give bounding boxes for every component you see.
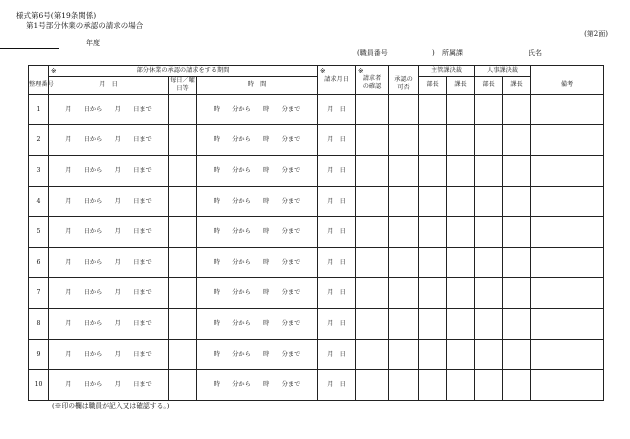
time-range-field[interactable]: 時 分から 時 分まで — [197, 155, 318, 186]
request-date-field[interactable]: 月 日 — [318, 278, 356, 309]
dept-bucho-field[interactable] — [419, 186, 447, 217]
date-range-field[interactable]: 月 日から 月 日まで — [49, 217, 169, 248]
dept-bucho-header: 部長 — [419, 77, 447, 95]
hr-kacho-header: 課長 — [503, 77, 531, 95]
requester-confirm-field[interactable] — [356, 155, 389, 186]
approval-field[interactable] — [389, 278, 419, 309]
dept-kacho-field[interactable] — [447, 125, 475, 156]
hr-kacho-field[interactable] — [503, 247, 531, 278]
dept-kacho-field[interactable] — [447, 370, 475, 401]
weekday-field[interactable] — [169, 217, 197, 248]
hr-kacho-field[interactable] — [503, 94, 531, 125]
dept-kacho-field[interactable] — [447, 309, 475, 340]
row-number: 8 — [29, 309, 49, 340]
table-row — [29, 94, 604, 125]
year-input-line[interactable] — [0, 48, 59, 49]
date-range-field[interactable]: 月 日から 月 日まで — [49, 125, 169, 156]
hr-bucho-field[interactable] — [475, 155, 503, 186]
dept-kacho-field[interactable] — [447, 278, 475, 309]
row-number: 1 — [29, 94, 49, 125]
weekday-field[interactable] — [169, 370, 197, 401]
time-range-field[interactable]: 時 分から 時 分まで — [197, 247, 318, 278]
date-range-field[interactable]: 月 日から 月 日まで — [49, 186, 169, 217]
remarks-field[interactable] — [531, 309, 604, 340]
remarks-field[interactable] — [531, 370, 604, 401]
hr-kacho-field[interactable] — [503, 217, 531, 248]
requester-confirm-field[interactable] — [356, 339, 389, 370]
seq-header: 整理番号 — [29, 66, 49, 95]
request-date-field[interactable]: 月 日 — [318, 94, 356, 125]
approval-header: 承認の可否 — [389, 66, 419, 95]
weekday-field[interactable] — [169, 339, 197, 370]
table-row — [29, 125, 604, 156]
hr-bucho-field[interactable] — [475, 339, 503, 370]
dept-bucho-field[interactable] — [419, 247, 447, 278]
approval-field[interactable] — [389, 370, 419, 401]
date-range-field[interactable]: 月 日から 月 日まで — [49, 309, 169, 340]
dept-kacho-field[interactable] — [447, 217, 475, 248]
approval-field[interactable] — [389, 155, 419, 186]
dept-kacho-header: 課長 — [447, 77, 475, 95]
weekday-field[interactable] — [169, 125, 197, 156]
requester-confirm-field[interactable] — [356, 247, 389, 278]
dept-bucho-field[interactable] — [419, 370, 447, 401]
row-number: 10 — [29, 370, 49, 401]
row-number: 3 — [29, 155, 49, 186]
requester-confirm-field[interactable] — [356, 217, 389, 248]
request-date-header: ※ 請求月日 — [318, 66, 356, 95]
dept-bucho-field[interactable] — [419, 94, 447, 125]
remarks-field[interactable] — [531, 217, 604, 248]
dept-bucho-field[interactable] — [419, 339, 447, 370]
requester-confirm-field[interactable] — [356, 309, 389, 340]
remarks-field[interactable] — [531, 155, 604, 186]
hr-bucho-field[interactable] — [475, 94, 503, 125]
weekday-field[interactable] — [169, 186, 197, 217]
table-row — [29, 370, 604, 401]
approval-field[interactable] — [389, 309, 419, 340]
remarks-field[interactable] — [531, 247, 604, 278]
request-table — [28, 65, 604, 401]
dept-kacho-field[interactable] — [447, 247, 475, 278]
request-date-field[interactable]: 月 日 — [318, 186, 356, 217]
approval-field[interactable] — [389, 186, 419, 217]
date-range-field[interactable]: 月 日から 月 日まで — [49, 339, 169, 370]
hr-bucho-field[interactable] — [475, 278, 503, 309]
request-date-field[interactable]: 月 日 — [318, 125, 356, 156]
remarks-field[interactable] — [531, 278, 604, 309]
hr-bucho-field[interactable] — [475, 186, 503, 217]
table-row — [29, 186, 604, 217]
row-number: 5 — [29, 217, 49, 248]
approval-field[interactable] — [389, 125, 419, 156]
hr-kacho-field[interactable] — [503, 278, 531, 309]
hr-kacho-field[interactable] — [503, 186, 531, 217]
remarks-field[interactable] — [531, 339, 604, 370]
hr-bucho-field[interactable] — [475, 247, 503, 278]
department-label: 所属課 — [442, 49, 463, 57]
row-number: 7 — [29, 278, 49, 309]
request-date-field[interactable]: 月 日 — [318, 217, 356, 248]
page-number: (第2面) — [584, 30, 608, 38]
time-range-field[interactable]: 時 分から 時 分まで — [197, 186, 318, 217]
approval-field[interactable] — [389, 217, 419, 248]
hr-bucho-field[interactable] — [475, 309, 503, 340]
hr-approval-group: 人事課決裁 — [475, 66, 531, 77]
request-date-field[interactable]: 月 日 — [318, 339, 356, 370]
weekday-field[interactable] — [169, 309, 197, 340]
requester-confirm-field[interactable] — [356, 278, 389, 309]
row-number: 6 — [29, 247, 49, 278]
weekday-field[interactable] — [169, 278, 197, 309]
requester-confirm-field[interactable] — [356, 94, 389, 125]
remarks-header: 備考 — [531, 66, 604, 95]
remarks-field[interactable] — [531, 94, 604, 125]
time-range-field[interactable]: 時 分から 時 分まで — [197, 309, 318, 340]
hr-bucho-field[interactable] — [475, 370, 503, 401]
date-range-field[interactable]: 月 日から 月 日まで — [49, 94, 169, 125]
year-label: 年度 — [86, 39, 100, 47]
dept-kacho-field[interactable] — [447, 339, 475, 370]
hr-bucho-field[interactable] — [475, 217, 503, 248]
footer-note: (※印の欄は職員が記入又は確認する。) — [52, 402, 170, 410]
time-range-field[interactable]: 時 分から 時 分まで — [197, 339, 318, 370]
table-row — [29, 155, 604, 186]
name-label: 氏名 — [528, 49, 542, 57]
dept-kacho-field[interactable] — [447, 94, 475, 125]
table-row — [29, 247, 604, 278]
dept-kacho-field[interactable] — [447, 186, 475, 217]
date-range-field[interactable]: 月 日から 月 日まで — [49, 370, 169, 401]
hr-bucho-field[interactable] — [475, 125, 503, 156]
dept-kacho-field[interactable] — [447, 155, 475, 186]
requester-confirm-field[interactable] — [356, 186, 389, 217]
month-day-header: 月 日 — [49, 77, 169, 95]
weekday-field[interactable] — [169, 155, 197, 186]
form-number: 様式第6号(第19条関係) — [16, 11, 97, 20]
request-date-field[interactable]: 月 日 — [318, 309, 356, 340]
row-number: 9 — [29, 339, 49, 370]
hr-kacho-field[interactable] — [503, 339, 531, 370]
staff-number-close: ) — [432, 49, 435, 57]
requester-confirm-field[interactable] — [356, 370, 389, 401]
time-range-field[interactable]: 時 分から 時 分まで — [197, 125, 318, 156]
staff-number-label: (職員番号 — [357, 49, 388, 57]
weekday-field[interactable] — [169, 94, 197, 125]
table-row — [29, 217, 604, 248]
weekday-header: 毎日／曜日等 — [170, 77, 195, 93]
approval-field[interactable] — [389, 339, 419, 370]
hr-kacho-field[interactable] — [503, 370, 531, 401]
mark-glyph: ※ — [51, 67, 57, 75]
request-date-field[interactable]: 月 日 — [318, 247, 356, 278]
dept-bucho-field[interactable] — [419, 309, 447, 340]
time-range-field[interactable]: 時 分から 時 分まで — [197, 370, 318, 401]
dept-bucho-field[interactable] — [419, 217, 447, 248]
row-number: 4 — [29, 186, 49, 217]
hr-kacho-field[interactable] — [503, 155, 531, 186]
dept-bucho-field[interactable] — [419, 125, 447, 156]
request-date-field[interactable]: 月 日 — [318, 155, 356, 186]
row-number: 2 — [29, 125, 49, 156]
date-range-field[interactable]: 月 日から 月 日まで — [49, 155, 169, 186]
time-range-field[interactable]: 時 分から 時 分まで — [197, 94, 318, 125]
period-group-header: ※ 部分休業の承認の請求をする期間 — [49, 66, 318, 77]
remarks-field[interactable] — [531, 186, 604, 217]
dept-approval-group: 主管課決裁 — [419, 66, 475, 77]
time-range-field[interactable]: 時 分から 時 分まで — [197, 217, 318, 248]
remarks-field[interactable] — [531, 125, 604, 156]
table-row — [29, 309, 604, 340]
time-range-field[interactable]: 時 分から 時 分まで — [197, 278, 318, 309]
hr-bucho-header: 部長 — [475, 77, 503, 95]
requester-confirm-header: ※ 請求者の確認 — [356, 66, 389, 95]
weekday-field[interactable] — [169, 247, 197, 278]
hr-kacho-field[interactable] — [503, 125, 531, 156]
dept-bucho-field[interactable] — [419, 155, 447, 186]
date-range-field[interactable]: 月 日から 月 日まで — [49, 278, 169, 309]
table-row — [29, 278, 604, 309]
request-date-field[interactable]: 月 日 — [318, 370, 356, 401]
approval-field[interactable] — [389, 247, 419, 278]
time-header: 時 間 — [197, 77, 318, 95]
form-subtitle: 第1号部分休業の承認の請求の場合 — [26, 21, 144, 30]
dept-bucho-field[interactable] — [419, 278, 447, 309]
approval-field[interactable] — [389, 94, 419, 125]
table-row — [29, 339, 604, 370]
hr-kacho-field[interactable] — [503, 309, 531, 340]
date-range-field[interactable]: 月 日から 月 日まで — [49, 247, 169, 278]
requester-confirm-field[interactable] — [356, 125, 389, 156]
